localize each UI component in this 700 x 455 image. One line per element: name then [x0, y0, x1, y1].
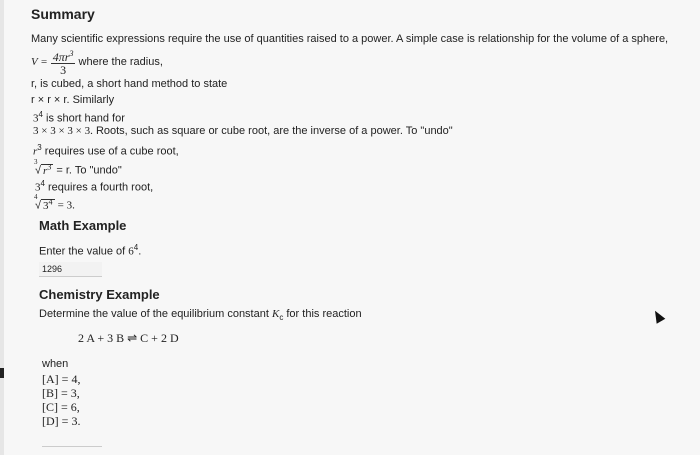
conc-a — [42, 372, 80, 386]
fraction-denominator: 3 — [60, 63, 67, 77]
volume-lhs: V = — [31, 55, 48, 68]
r-exponent: 3 — [37, 143, 42, 152]
rrr-text: r × r × r. Similarly — [31, 94, 115, 106]
fraction-exponent: 3 — [69, 49, 74, 58]
conc-c-value: = 6, — [61, 400, 80, 414]
fourth-root-index: 4 — [34, 193, 38, 201]
power-line — [33, 108, 125, 126]
where-radius-text: where the radius, — [78, 55, 163, 68]
fourth-power-line — [35, 177, 153, 195]
chemistry-example-title: Chemistry Example — [39, 287, 160, 302]
cube-root-expression — [35, 160, 122, 178]
volume-formula-line — [31, 48, 163, 76]
k-subscript: c — [279, 313, 284, 323]
conc-b-label: [B] — [42, 386, 58, 400]
roots-line — [33, 124, 453, 138]
conc-a-label: [A] — [42, 372, 59, 386]
power-base: 3 — [33, 112, 39, 125]
r-base: r — [33, 145, 38, 158]
short-hand-text: is short hand for — [46, 112, 125, 125]
left-marker — [0, 368, 4, 378]
cube-root-line — [33, 141, 179, 159]
conc-d — [42, 414, 80, 428]
roots-text: Roots, such as square or cube root, are the inverse of a power. To "undo" — [95, 125, 453, 137]
conc-c-label: [C] — [42, 400, 58, 414]
conc-c — [42, 400, 80, 414]
chemistry-prompt-end: for this reaction — [286, 308, 362, 320]
cube-root-result: = r. To "undo" — [56, 164, 122, 177]
math-example-title: Math Example — [39, 218, 127, 233]
mouse-cursor-icon — [651, 308, 666, 323]
summary-title: Summary — [31, 6, 95, 22]
k-symbol: K — [271, 308, 280, 320]
math-example-base: 6 — [128, 245, 134, 258]
requires-fourth-text: requires a fourth root, — [48, 181, 154, 194]
cube-root-radical: 3 √ $r^3$ — [35, 160, 53, 178]
three-base: 3 — [35, 181, 41, 194]
math-example-prompt: Enter the value of — [39, 245, 126, 258]
requires-cube-text: requires use of a cube root, — [44, 145, 179, 158]
conc-d-value: = 3. — [61, 414, 81, 428]
math-example-period: . — [138, 245, 142, 258]
volume-fraction — [51, 48, 76, 76]
cube-root-inner: r — [43, 164, 48, 177]
math-answer-input[interactable]: 1296 — [39, 262, 102, 277]
when-text: when — [42, 358, 69, 370]
power-exponent: 4 — [38, 110, 43, 119]
r-cubed-text: r, is cubed, a short hand method to state — [31, 78, 228, 90]
conc-b-value: = 3, — [61, 386, 80, 400]
three-exponent: 4 — [40, 179, 45, 188]
reaction-equation: 2 A + 3 B ⇌ C + 2 D — [78, 331, 179, 345]
math-example-exponent: 4 — [133, 243, 139, 252]
chemistry-answer-input[interactable] — [42, 432, 102, 447]
fourth-root-inner-exp: 4 — [48, 197, 53, 206]
conc-a-value: = 4, — [61, 372, 81, 386]
math-example-prompt-line — [39, 241, 141, 259]
fourth-root-expression — [35, 195, 75, 213]
chemistry-prompt: Determine the value of the equilibrium constant — [39, 308, 269, 320]
fourth-root-radical: 4 √ $3^4$ — [35, 195, 55, 213]
cube-root-inner-exp: 3 — [47, 162, 52, 171]
triple-product: 3 × 3 × 3 × 3. — [33, 125, 93, 137]
left-edge — [0, 0, 4, 455]
summary-intro: Many scientific expressions require the use of quantities raised to a power. A simple case is relationship for the volume of a sphere, — [31, 33, 669, 45]
fourth-root-result: = 3. — [57, 199, 75, 212]
conc-b — [42, 386, 80, 400]
cube-root-index: 3 — [34, 158, 38, 166]
conc-d-label: [D] — [42, 414, 59, 428]
fourth-root-inner: 3 — [43, 199, 49, 212]
fraction-numerator: 4πr — [52, 50, 70, 64]
chemistry-prompt-line — [39, 307, 362, 325]
